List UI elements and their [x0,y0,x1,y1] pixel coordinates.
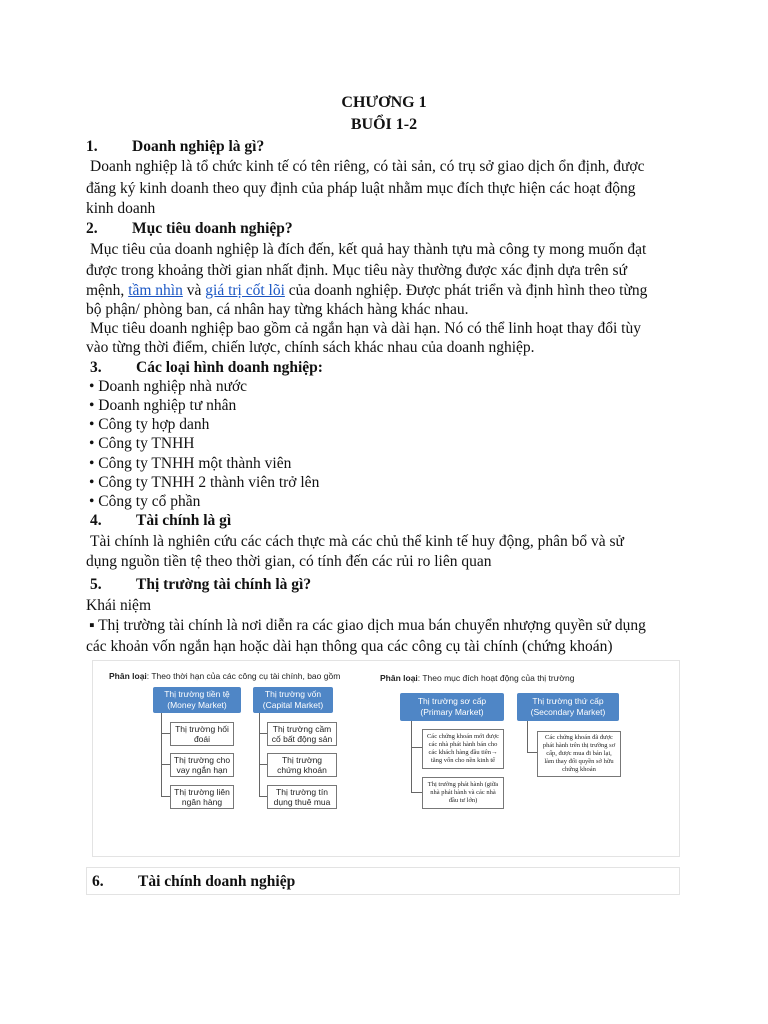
capital-market-item: Thị trường tín dụng thuê mua [267,785,337,809]
section-4-heading [90,511,231,530]
section-2-heading [86,219,293,238]
capital-market-item: Thị trường chứng khoán [267,753,337,777]
connector-line [161,764,170,765]
connector-line [161,733,170,734]
connector-line [527,721,528,753]
section-title: Mục tiêu doanh nghiệp? [132,220,293,237]
link-tam-nhin[interactable]: tầm nhìn [128,282,183,299]
chapter-title: CHƯƠNG 1 [341,94,427,111]
connector-line [161,713,162,797]
primary-market-item: Các chứng khoán mới được các nhà phát hành bán cho các khách hàng đầu tiên→ tăng vốn cho nền kinh tế [422,729,504,769]
figure-caption-right: Phân loại: Theo mục đích hoạt động của thị trường [380,673,575,683]
paragraph-line: kinh doanh [86,200,156,217]
connector-line [411,792,422,793]
paragraph-line: đăng ký kinh doanh theo quy định của pháp luật nhằm mục đích thực hiện các hoạt động [86,180,636,197]
secondary-market-box: Thị trường thứ cấp (Secondary Market) [517,693,619,721]
section-number: 3. [90,359,102,376]
paragraph-line: bộ phận/ phòng ban, cá nhân hay từng khách hàng khác nhau. [86,301,469,318]
paragraph-line: Mục tiêu doanh nghiệp bao gồm cả ngắn hạn và dài hạn. Nó có thể linh hoạt thay đổi tùy [90,320,641,337]
paragraph-line: vào từng thời điểm, chiến lược, chính sách khác nhau của doanh nghiệp. [86,339,535,356]
session-title: BUỔI 1-2 [350,116,418,133]
list-item: • Công ty hợp danh [89,416,210,433]
money-market-box: Thị trường tiền tệ (Money Market) [153,687,241,713]
market-classification-figure [92,660,680,857]
section-number: 1. [86,138,98,155]
connector-line [161,796,170,797]
capital-market-box: Thị trường vốn (Capital Market) [253,687,333,713]
section-6-box [86,867,680,895]
connector-line [411,721,412,793]
list-item: • Công ty TNHH một thành viên [89,455,292,472]
connector-line [259,733,267,734]
paragraph-line: được trong khoảng thời gian nhất định. Mục tiêu này thường được xác định dựa trên sứ [86,262,627,279]
money-market-item: Thị trường hối đoái [170,722,234,746]
section-title: Doanh nghiệp là gì? [132,138,265,155]
subheading: Khái niệm [86,597,151,614]
money-market-item: Thị trường liên ngân hàng [170,785,234,809]
section-number: 5. [90,576,102,593]
paragraph-line: Tài chính là nghiên cứu các cách thực mà các chủ thể kinh tế huy động, phân bổ và sử [90,533,624,550]
section-title: Tài chính doanh nghiệp [138,873,296,890]
connector-line [259,796,267,797]
section-number: 6. [92,873,104,890]
paragraph-line [86,281,647,300]
list-item: • Công ty TNHH [89,435,195,452]
money-market-item: Thị trường cho vay ngắn hạn [170,753,234,777]
connector-line [259,764,267,765]
text-run: và [182,282,206,299]
section-title: Tài chính là gì [136,512,232,529]
secondary-market-item: Các chứng khoán đã được phát hành trên thị trường sơ cấp, được mua đi bán lại, làm thay đổi quyền sở hữu chứng khoán [537,731,621,777]
connector-line [527,752,537,753]
section-number: 4. [90,512,102,529]
paragraph-line: Doanh nghiệp là tổ chức kinh tế có tên riêng, có tài sản, có trụ sở giao dịch ổn định, được [90,158,645,175]
section-number: 2. [86,220,98,237]
primary-market-box: Thị trường sơ cấp (Primary Market) [400,693,504,721]
section-3-heading [90,358,323,377]
link-gia-tri-cot-loi[interactable]: giá trị cốt lõi [205,282,285,299]
section-title: Các loại hình doanh nghiệp: [136,359,323,376]
paragraph-line: ▪ Thị trường tài chính là nơi diễn ra các giao dịch mua bán chuyển nhượng quyền sử dụng [89,617,646,634]
text-run: của doanh nghiệp. Được phát triển và định hình theo từng [284,282,648,299]
capital-market-item: Thị trường cầm cố bất động sản [267,722,337,746]
section-title: Thị trường tài chính là gì? [136,576,312,593]
text-run: mệnh, [86,282,129,299]
paragraph-line: Mục tiêu của doanh nghiệp là đích đến, kết quả hay thành tựu mà công ty mong muốn đạt [90,241,647,258]
figure-caption-left: Phân loại: Theo thời hạn của các công cụ tài chính, bao gồm [109,671,341,681]
paragraph-line: dụng nguồn tiền tệ theo thời gian, có tính đến các rủi ro liên quan [86,553,492,570]
list-item: • Doanh nghiệp nhà nước [89,378,248,395]
section-5-heading [90,575,311,594]
primary-market-item: Thị trường phát hành (giữa nhà phát hành và các nhà đầu tư lớn) [422,777,504,809]
list-item: • Công ty cổ phần [89,493,201,510]
section-6-heading [92,873,295,891]
list-item: • Doanh nghiệp tư nhân [89,397,237,414]
connector-line [259,713,260,797]
connector-line [411,747,422,748]
list-item: • Công ty TNHH 2 thành viên trở lên [89,474,320,491]
section-1-heading [86,137,264,156]
paragraph-line: các khoản vốn ngắn hạn hoặc dài hạn thông qua các công cụ tài chính (chứng khoán) [86,638,613,655]
